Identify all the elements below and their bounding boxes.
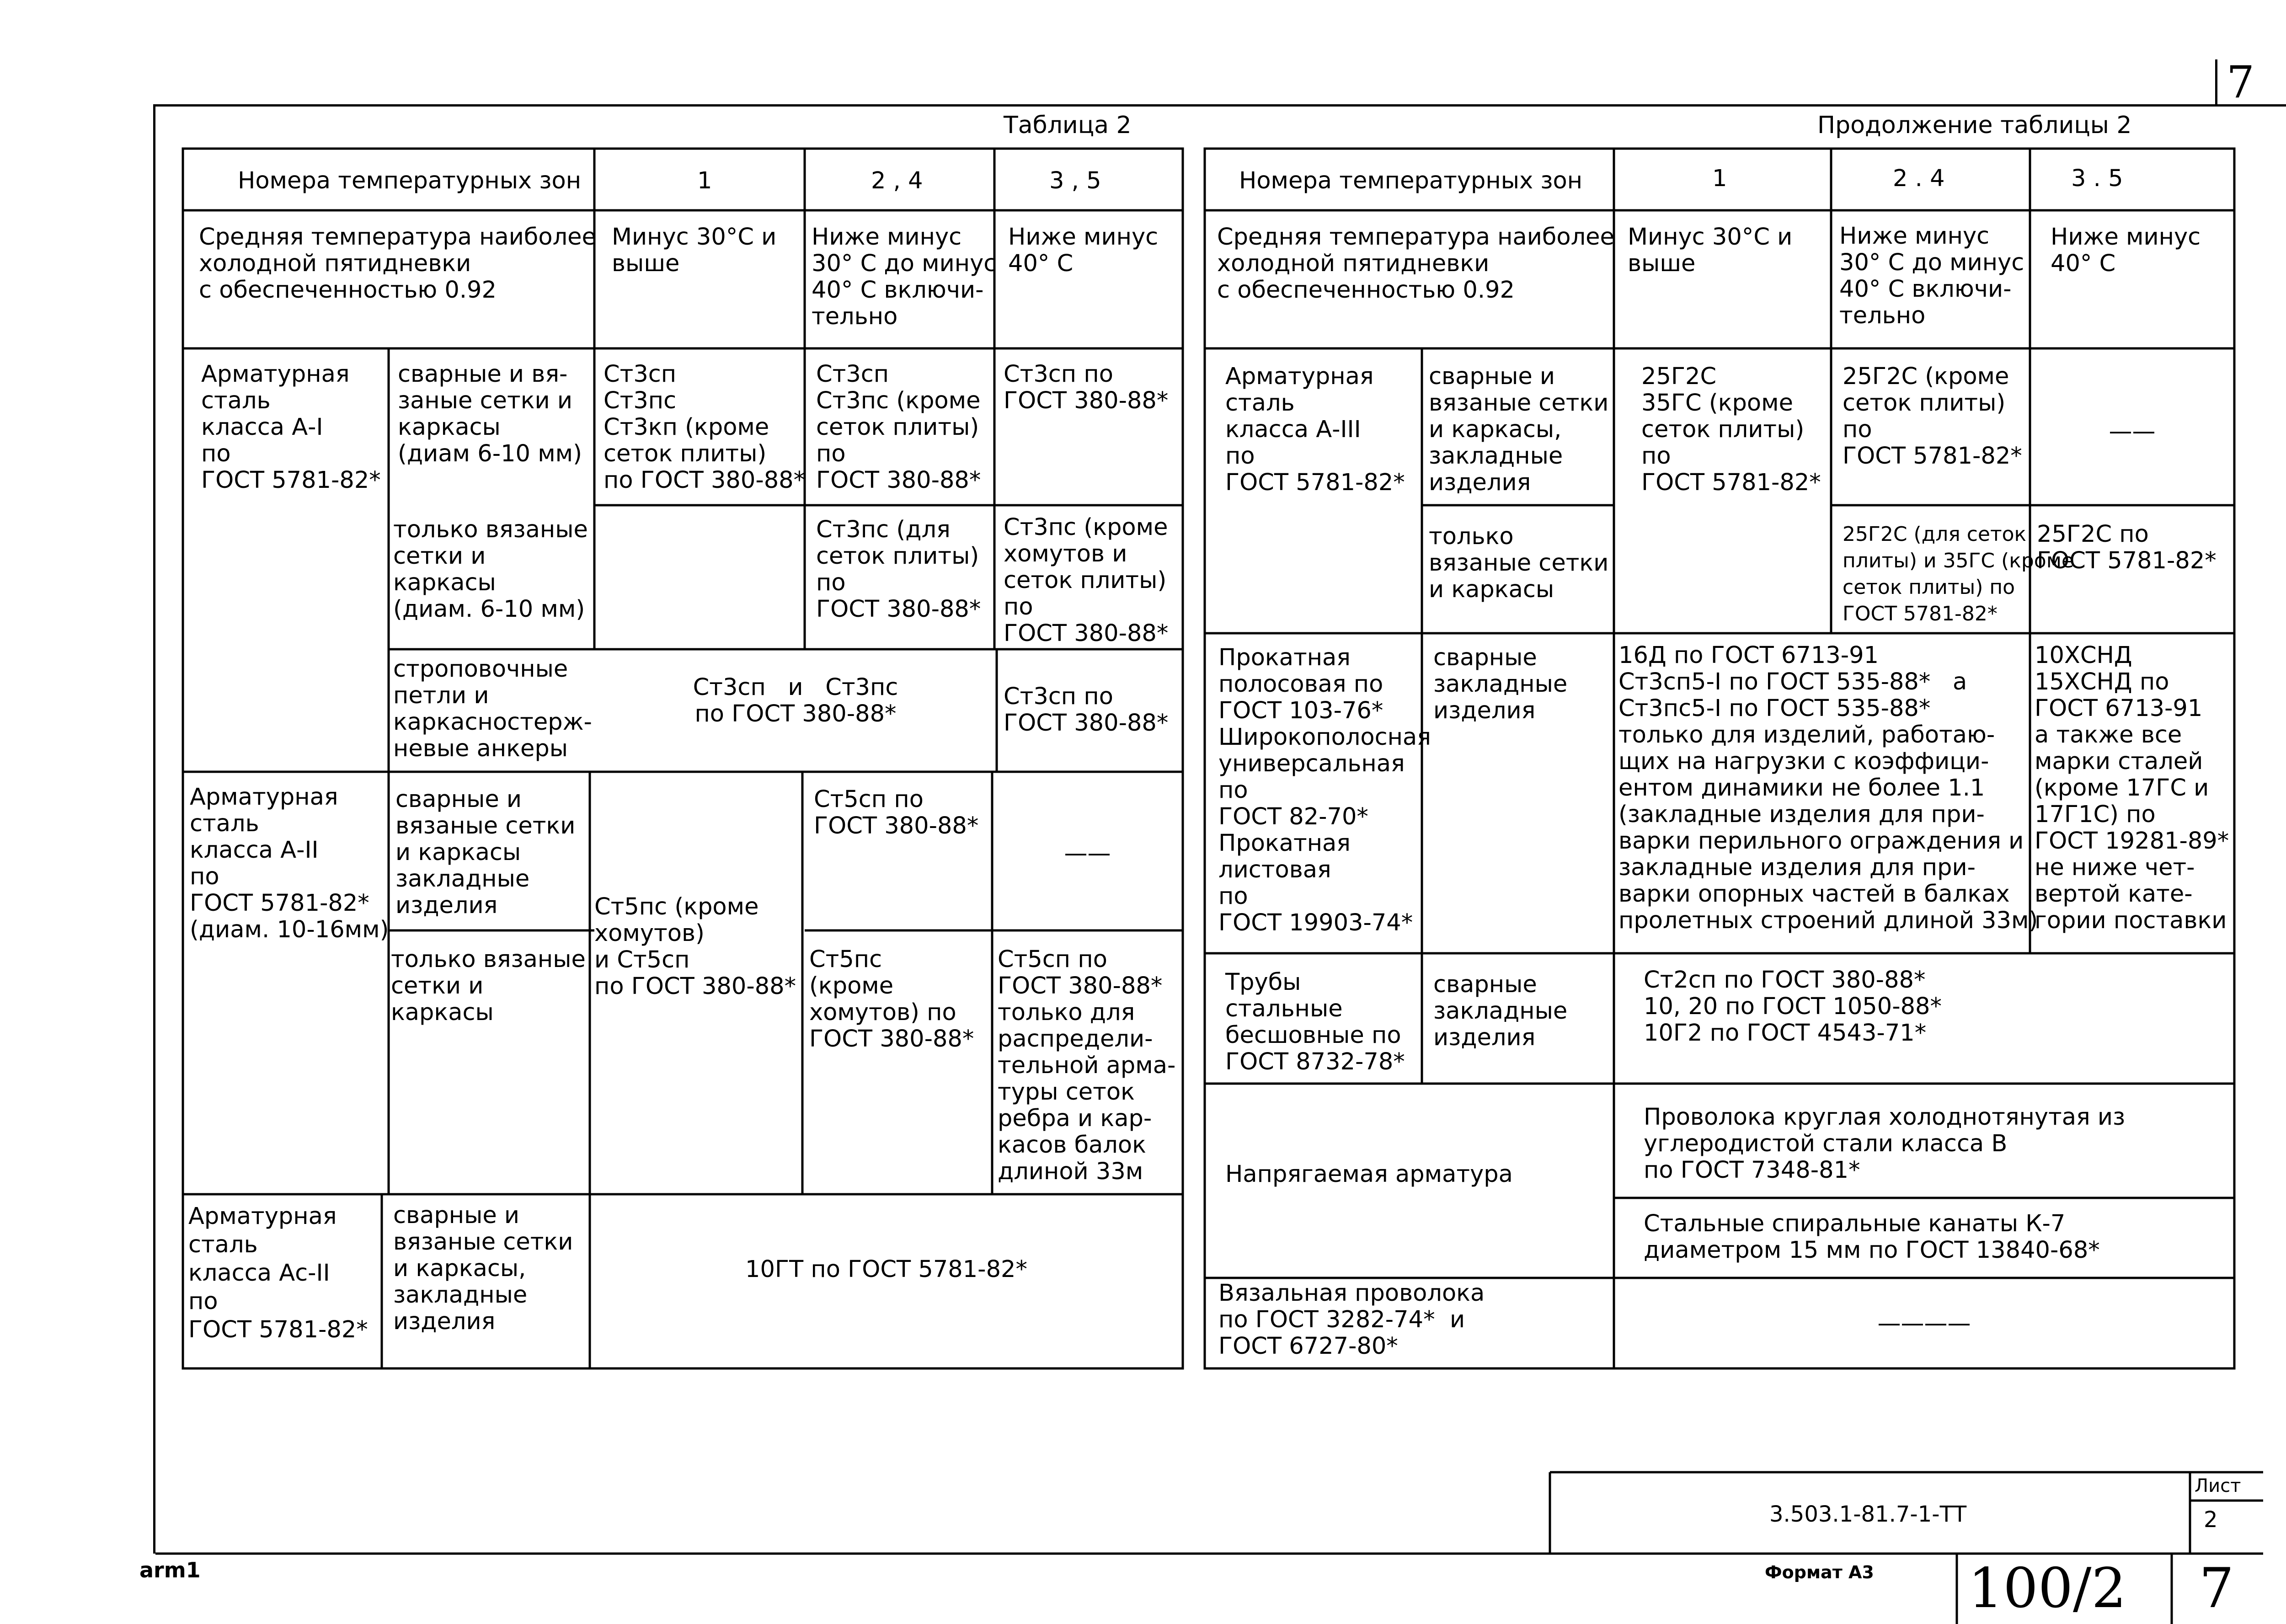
a3-r2-zone24: 25Г2С (для сеток плиты) и 35ГС (кроме сеток плиты) по ГОСТ 5781-82*	[1843, 523, 2074, 625]
rolled-zone35: 10ХСНД 15ХСНД по ГОСТ 6713-91 а также все марки сталей (кроме 17ГС и 17Г1С) по ГОСТ 19281-89* не ниже чет- вертой кате- гории поставки	[2035, 642, 2229, 934]
a2-r2-zone24: Ст5пс (кроме хомутов) по ГОСТ 380-88*	[809, 946, 974, 1052]
a2-label: Арматурная сталь класса А-II по ГОСТ 5781-82* (диам. 10-16мм)	[190, 784, 389, 943]
left-header-zone35: 3 , 5	[1049, 167, 1101, 194]
a3-r1-zone35: ——	[2109, 418, 2156, 445]
pipes-label: Трубы стальные бесшовные по ГОСТ 8732-78*	[1225, 969, 1405, 1075]
pipes-type: сварные закладные изделия	[1433, 971, 1568, 1051]
a2-r1-type: сварные и вязаные сетки и каркасы закладные изделия	[395, 786, 576, 919]
a3-label: Арматурная сталь класса А-III по ГОСТ 5781-82*	[1225, 363, 1405, 496]
rolled-zone124: 16Д по ГОСТ 6713-91 Ст3сп5-I по ГОСТ 535-88* а Ст3пс5-I по ГОСТ 535-88* только для изделий, работаю- щих на нагрузки с коэффици- ентом динамики не более 1.1 (закладные изделия для при- варки перильного ограждения и закладные изделия для при- варки опорных частей в балках пролетных строений длиной 33м)	[1618, 642, 2038, 934]
a1-label: Арматурная сталь класса А-I по ГОСТ 5781-82*	[201, 361, 381, 494]
left-header-label: Номера температурных зон	[238, 167, 582, 194]
prestressed-value1: Проволока круглая холоднотянутая из углеродистой стали класса В по ГОСТ 7348-81*	[1644, 1104, 2126, 1184]
right-temp-zone24: Ниже минус 30° С до минус 40° С включи- тельно	[1839, 223, 2024, 329]
right-header-zone35: 3 . 5	[2071, 165, 2123, 192]
a2-r2-zone35: Ст5сп по ГОСТ 380-88* только для распредели- тельной арма- туры сеток ребра и кар- касов балок длиной 33м	[998, 946, 1176, 1185]
right-temp-zone1: Минус 30°С и выше	[1628, 224, 1793, 277]
right-table-caption: Продолжение таблицы 2	[1817, 112, 2132, 139]
pipes-value: Ст2сп по ГОСТ 380-88* 10, 20 по ГОСТ 1050-88* 10Г2 по ГОСТ 4543-71*	[1644, 967, 1942, 1047]
a3-r1-type: сварные и вязаные сетки и каркасы, закладные изделия	[1429, 363, 1609, 496]
wire-value: ————	[1877, 1310, 1971, 1337]
a3-r1-zone24: 25Г2С (кроме сеток плиты) по ГОСТ 5781-82*	[1843, 363, 2022, 470]
a1-r1-zone35: Ст3сп по ГОСТ 380-88*	[1004, 361, 1169, 414]
a1-r2-zone24: Ст3пс (для сеток плиты) по ГОСТ 380-88*	[816, 516, 981, 623]
left-temp-zone35: Ниже минус 40° С	[1008, 224, 1159, 277]
left-header-zone1: 1	[697, 167, 712, 194]
a2-r1-zone35: ——	[1064, 840, 1111, 867]
rolled-label: Прокатная полосовая по ГОСТ 103-76* Широкополосная универсальная по ГОСТ 82-70* Прокатная листовая по ГОСТ 19903-74*	[1218, 644, 1431, 936]
a2-r1-zone24: Ст5сп по ГОСТ 380-88*	[814, 786, 979, 839]
left-temp-zone1: Минус 30°С и выше	[612, 224, 777, 277]
doc-code: 3.503.1-81.7-1-ТТ	[1769, 1501, 1967, 1527]
prestressed-value2: Стальные спиральные канаты К-7 диаметром 15 мм по ГОСТ 13840-68*	[1644, 1210, 2100, 1264]
left-header-zone24: 2 , 4	[871, 167, 923, 194]
sheet-number: 2	[2204, 1507, 2218, 1533]
ac2-label: Арматурная сталь класса Ас-II по ГОСТ 5781-82*	[188, 1203, 368, 1343]
right-header-label: Номера температурных зон	[1239, 167, 1583, 194]
author: arm1	[139, 1558, 201, 1582]
stamp-number: 100/2	[1968, 1557, 2126, 1620]
a3-zone1: 25Г2С 35ГС (кроме сеток плиты) по ГОСТ 5781-82*	[1641, 363, 1821, 496]
left-table-caption: Таблица 2	[1004, 112, 1132, 139]
right-header-zone24: 2 . 4	[1893, 165, 1945, 192]
a1-r2-type: только вязаные сетки и каркасы (диам. 6-10 мм)	[393, 516, 588, 623]
right-temp-zone35: Ниже минус 40° С	[2051, 224, 2201, 277]
format-label: Формат А3	[1765, 1562, 1874, 1582]
a3-r2-zone35: 25Г2С по ГОСТ 5781-82*	[2037, 521, 2217, 574]
a1-r2-zone35: Ст3пс (кроме хомутов и сеток плиты) по ГОСТ 380-88*	[1004, 514, 1169, 647]
a1-r3-zone35: Ст3сп по ГОСТ 380-88*	[1004, 683, 1169, 737]
prestressed-label: Напрягаемая арматура	[1225, 1161, 1513, 1188]
sheet-label: Лист	[2195, 1475, 2241, 1496]
page-number-top: 7	[2227, 57, 2255, 108]
right-temp-label: Средняя температура наиболее холодной пятидневки с обеспеченностью 0.92	[1217, 224, 1614, 304]
left-temp-label: Средняя температура наиболее холодной пятидневки с обеспеченностью 0.92	[199, 224, 596, 304]
a2-r2-type: только вязаные сетки и каркасы	[391, 946, 586, 1026]
right-header-zone1: 1	[1712, 165, 1727, 192]
left-temp-zone24: Ниже минус 30° С до минус 40° С включи- тельно	[812, 224, 997, 330]
a1-r1-type: сварные и вя- заные сетки и каркасы (диам 6-10 мм)	[398, 361, 582, 467]
a1-r3-type: строповочные петли и каркасностерж- невые анкеры	[393, 656, 592, 762]
a1-r1-zone1: Ст3сп Ст3пс Ст3кп (кроме сеток плиты) по ГОСТ 380-88*	[604, 361, 806, 494]
wire-label: Вязальная проволока по ГОСТ 3282-74* и ГОСТ 6727-80*	[1218, 1280, 1485, 1360]
a1-r1-zone24: Ст3сп Ст3пс (кроме сеток плиты) по ГОСТ 380-88*	[816, 361, 981, 494]
a2-zone1: Ст5пс (кроме хомутов) и Ст5сп по ГОСТ 380-88*	[594, 893, 796, 1000]
ac2-type: сварные и вязаные сетки и каркасы, закладные изделия	[393, 1202, 573, 1335]
a1-r3-zone124: Ст3сп и Ст3пс по ГОСТ 380-88*	[693, 674, 898, 727]
a3-r2-type: только вязаные сетки и каркасы	[1429, 523, 1609, 603]
ac2-value: 10ГТ по ГОСТ 5781-82*	[745, 1256, 1027, 1283]
rolled-type: сварные закладные изделия	[1433, 644, 1568, 724]
page-number-bottom: 7	[2199, 1557, 2234, 1620]
